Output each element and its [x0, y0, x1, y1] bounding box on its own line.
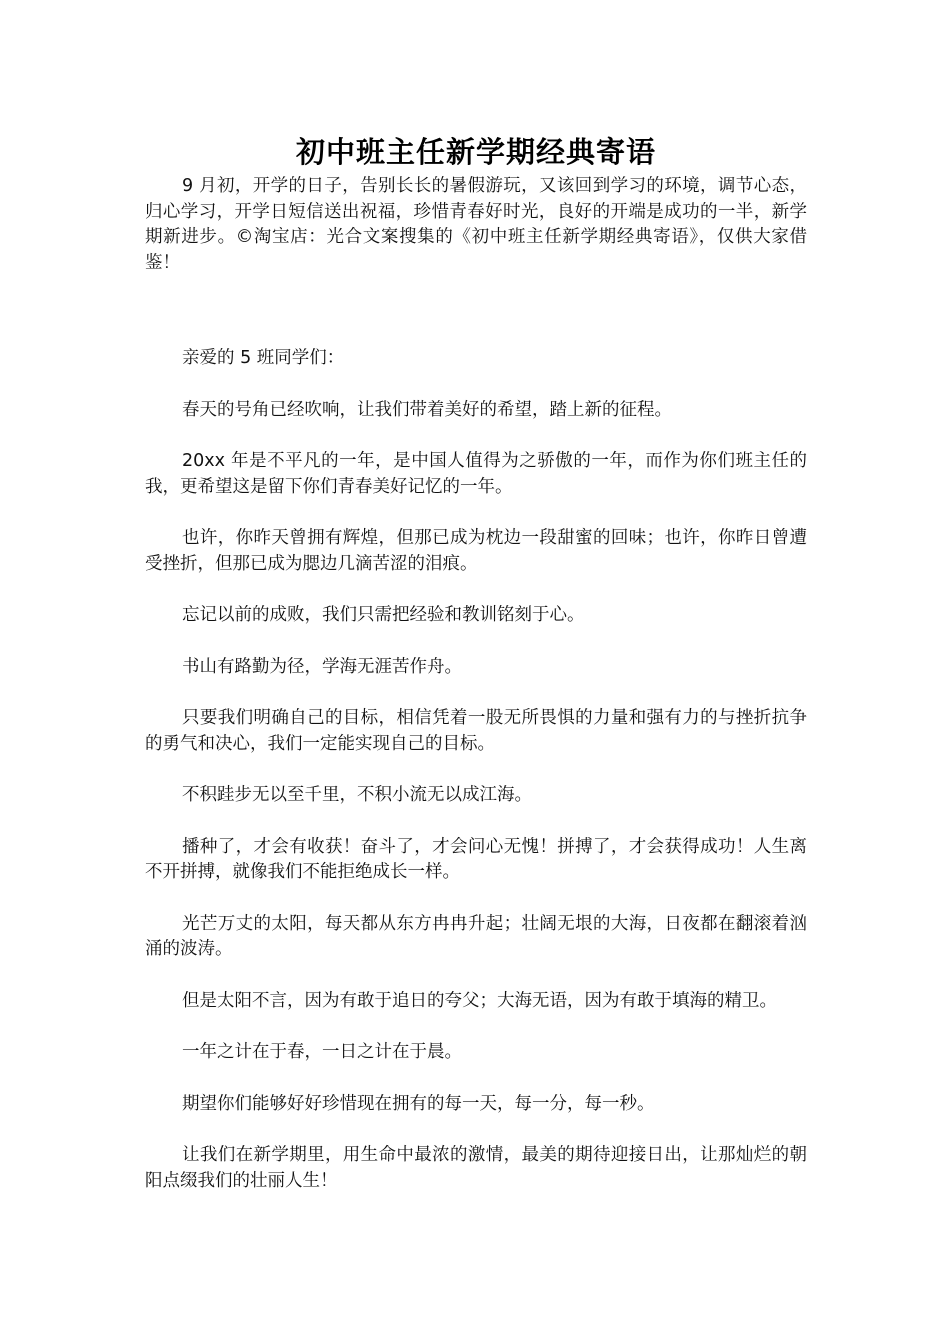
- letter-greeting: 亲爱的 5 班同学们：: [182, 348, 345, 368]
- document-page: [145, 130, 807, 1220]
- letter-paragraph: 播种了，才会有收获！奋斗了，才会问心无愧！拼搏了，才会获得成功！人生离不开拼搏，就像我们不能拒绝成长一样。: [145, 836, 807, 882]
- letter-closing: 让我们在新学期里，用生命中最浓的激情，最美的期待迎接日出，让那灿烂的朝阳点缀我们的壮丽人生！: [145, 1145, 807, 1191]
- letter-paragraph: 书山有路勤为径，学海无涯苦作舟。: [182, 656, 462, 677]
- letter-paragraph: 光芒万丈的太阳，每天都从东方冉冉升起；壮阔无垠的大海，日夜都在翻滚着汹涌的波涛。: [145, 913, 807, 959]
- letter-paragraph: 但是太阳不言，因为有敢于追日的夸父；大海无语，因为有敢于填海的精卫。: [182, 990, 777, 1011]
- letter-body: [145, 346, 807, 1194]
- intro-paragraph: 9 月初，开学的日子，告别长长的暑假游玩，又该回到学习的环境，调节心态，归心学习，开学日短信送出祝福，珍惜青春好时光，良好的开端是成功的一半，新学期新进步。©淘宝店：光合文案搜集的《初中班主任新学期经典寄语》，仅供大家借鉴！: [145, 176, 807, 273]
- letter-paragraph: 一年之计在于春，一日之计在于晨。: [182, 1042, 462, 1062]
- letter-paragraph: 不积跬步无以至千里，不积小流无以成江海。: [182, 785, 532, 805]
- letter-paragraph: 只要我们明确自己的目标，相信凭着一股无所畏惧的力量和强有力的与挫折抗争的勇气和决心，我们一定能实现自己的目标。: [145, 708, 807, 754]
- letter-paragraph: 期望你们能够好好珍惜现在拥有的每一天，每一分，每一秒。: [182, 1093, 655, 1114]
- document-title: 初中班主任新学期经典寄语: [295, 135, 656, 169]
- letter-paragraph: 也许，你昨天曾拥有辉煌，但那已成为枕边一段甜蜜的回味；也许，你昨日曾遭受挫折，但那已成为腮边几滴苦涩的泪痕。: [145, 528, 807, 574]
- letter-paragraph: 忘记以前的成败，我们只需把经验和教训铭刻于心。: [182, 605, 585, 625]
- letter-paragraph: 春天的号角已经吹响，让我们带着美好的希望，踏上新的征程。: [182, 399, 672, 420]
- letter-paragraph: 20xx 年是不平凡的一年，是中国人值得为之骄傲的一年，而作为你们班主任的我，更希望这是留下你们青春美好记忆的一年。: [145, 451, 807, 497]
